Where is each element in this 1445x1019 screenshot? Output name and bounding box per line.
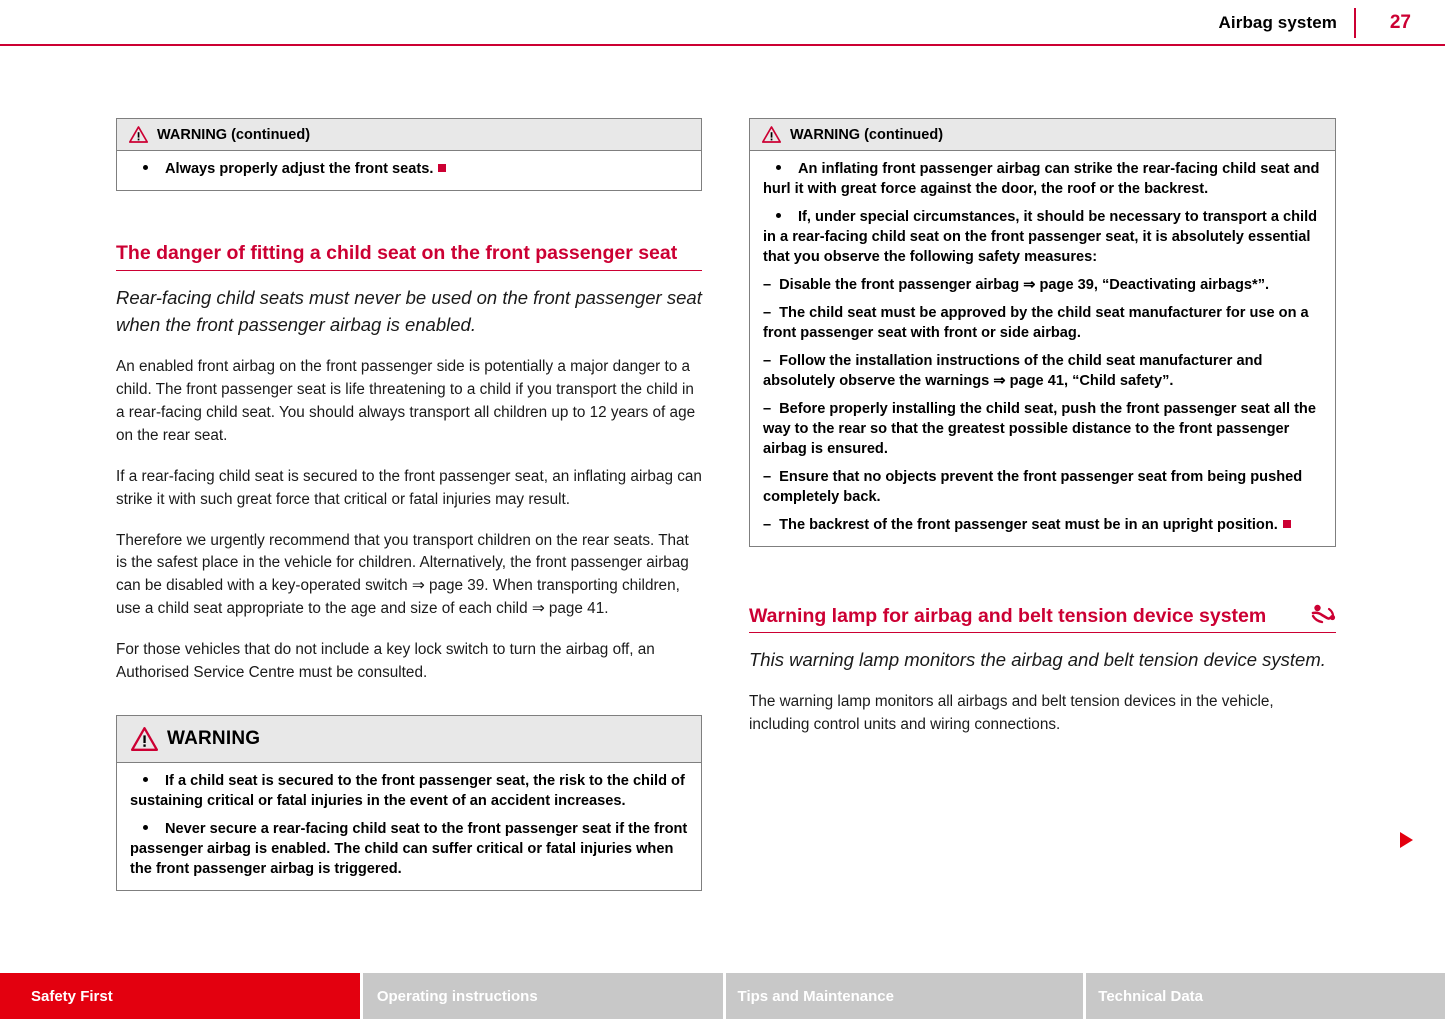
right-column (749, 118, 1336, 737)
footer-tab-label: Technical Data (1098, 987, 1204, 1005)
footer-tabs (0, 973, 1445, 1019)
warning-item (130, 772, 690, 812)
footer-tab-operating-instructions[interactable] (363, 973, 723, 1019)
footer-tab-label: Operating instructions (376, 987, 538, 1005)
page-title: Airbag system (1218, 13, 1337, 32)
section-heading-warning-lamp-row (749, 604, 1336, 633)
body-paragraph-3: Therefore we urgently recommend that you transport children on the rear seats. That is the safest place in the vehicle for children. Alternatively, the front passenger airbag can be disabled with a key-operated switch ⇒ page 39. When transporting children, use a child seat appropriate to the age and size of each child ⇒ page 41. (116, 531, 689, 618)
warning-box-header (750, 119, 1335, 151)
bullet-dot-icon (776, 165, 781, 170)
section-lead-text: Rear-facing child seats must never be used on the front passenger seat when the front passenger airbag is enabled. (116, 287, 702, 335)
body-paragraph-4: For those vehicles that do not include a key lock switch to turn the airbag off, an Authorised Service Centre must be consulted. (116, 641, 655, 682)
warning-box-continued-right (749, 118, 1336, 547)
end-of-section-marker (1283, 520, 1291, 528)
section-lead-text: This warning lamp monitors the airbag and belt tension device system. (749, 649, 1326, 671)
warning-box-body (117, 763, 701, 890)
dash-marker-icon: – (763, 400, 772, 417)
warning-box-header (117, 716, 701, 763)
warning-item-text: An inflating front passenger airbag can strike the rear-facing child seat and hurl it with great force against the door, the roof or the backrest. (763, 161, 1320, 197)
warning-sub-item-text: Follow the installation instructions of the child seat manufacturer and absolutely observe the warnings ⇒ page 41, “Child safety”. (763, 352, 1263, 389)
dash-marker-icon: – (763, 516, 772, 533)
footer-tab-safety-first[interactable] (0, 973, 360, 1019)
footer-tab-technical-data[interactable] (1086, 973, 1445, 1019)
body-paragraph-1: An enabled front airbag on the front passenger side is potentially a major danger to a child. The front passenger seat is life threatening to a child if you transport the child in a rear-facing child seat. You should always transport all children up to 12 years of age on the rear seat. (116, 357, 696, 444)
warning-triangle-icon (131, 727, 158, 751)
warning-triangle-icon (129, 126, 148, 143)
header-divider (1354, 8, 1356, 38)
body-paragraph-1: The warning lamp monitors all airbags and belt tension devices in the vehicle, including control units and wiring connections. (749, 693, 1274, 734)
warning-sub-item (763, 468, 1324, 508)
warning-item (130, 820, 690, 880)
warning-sub-item (763, 304, 1324, 344)
dash-marker-icon: – (763, 304, 772, 321)
warning-sub-item-text: Before properly installing the child seat, push the front passenger seat all the way to the rear so that the greatest possible distance to the front passenger airbag is ensured. (763, 400, 1316, 457)
warning-box-body (117, 151, 701, 190)
dash-marker-icon: – (763, 352, 772, 369)
header-rule (0, 44, 1445, 46)
warning-triangle-icon (762, 126, 781, 143)
warning-sub-item-text: Disable the front passenger airbag ⇒ page 39, “Deactivating airbags*”. (779, 276, 1270, 293)
section-heading-child-seat: The danger of fitting a child seat on the front passenger seat (116, 241, 702, 271)
warning-sub-item-text: The child seat must be approved by the child seat manufacturer for use on a front passenger seat with front or side airbag. (763, 304, 1309, 341)
warning-box-title: WARNING (continued) (157, 126, 311, 143)
dash-marker-icon: – (763, 276, 772, 293)
end-of-section-marker (438, 164, 446, 172)
warning-box-header (117, 119, 701, 151)
dash-marker-icon: – (763, 468, 772, 485)
bullet-dot-icon (776, 213, 781, 218)
warning-item-text: Never secure a rear-facing child seat to the front passenger seat if the front passenger airbag is enabled. The child can suffer critical or fatal injuries when the front passenger airbag is triggered. (130, 821, 688, 878)
page-header (0, 0, 1445, 46)
warning-sub-item (763, 400, 1324, 460)
warning-sub-item (763, 516, 1324, 536)
warning-item-text: If, under special circumstances, it should be necessary to transport a child in a rear-facing child seat on the front passenger seat, it is absolutely essential that you observe the following safety measures: (763, 208, 1318, 265)
warning-item (763, 208, 1324, 268)
continue-arrow-icon (1400, 832, 1413, 848)
warning-sub-item-text: The backrest of the front passenger seat must be in an upright position. (779, 516, 1278, 533)
bullet-dot-icon (143, 165, 148, 170)
warning-item-text: If a child seat is secured to the front passenger seat, the risk to the child of sustaining critical or fatal injuries in the event of an accident increases. (130, 773, 685, 810)
airbag-pictogram-icon (1310, 603, 1336, 625)
body-paragraph-2: If a rear-facing child seat is secured to the front passenger seat, an inflating airbag can strike it with such great force that critical or fatal injuries may result. (116, 467, 702, 508)
warning-box-continued-left (116, 118, 702, 191)
warning-item (130, 160, 690, 180)
warning-item-text: Always properly adjust the front seats. (165, 161, 434, 177)
warning-sub-item-text: Ensure that no objects prevent the front passenger seat from being pushed completely back. (763, 468, 1303, 505)
left-column (116, 118, 702, 891)
bullet-dot-icon (143, 825, 148, 830)
warning-box-title: WARNING (167, 728, 261, 750)
warning-box-body (750, 151, 1335, 546)
footer-tab-tips-and-maintenance[interactable] (726, 973, 1084, 1019)
page-number: 27 (1389, 12, 1411, 33)
warning-item (763, 160, 1324, 200)
bullet-dot-icon (143, 777, 148, 782)
warning-box-title: WARNING (continued) (790, 126, 944, 143)
section-heading-warning-lamp: Warning lamp for airbag and belt tension device system (749, 604, 1267, 627)
footer-tab-label: Tips and Maintenance (737, 987, 894, 1005)
footer-tab-label: Safety First (31, 987, 113, 1005)
warning-sub-item (763, 276, 1324, 296)
warning-box-main-left (116, 715, 702, 891)
warning-sub-item (763, 352, 1324, 392)
